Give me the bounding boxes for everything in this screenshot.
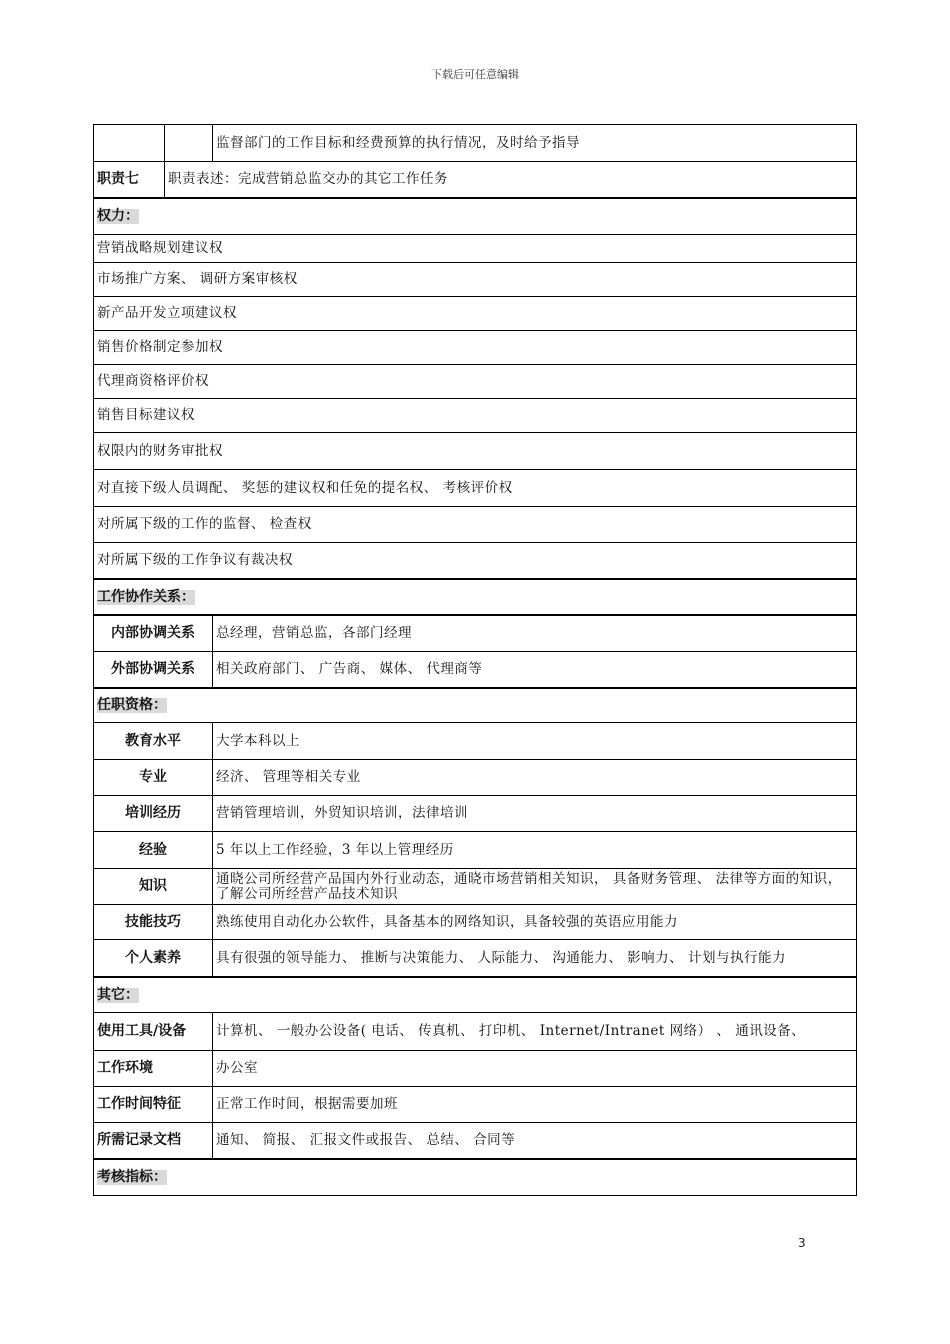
assessment-title: 考核指标： bbox=[97, 1169, 167, 1185]
other-row bbox=[93, 1051, 857, 1087]
qualification-row bbox=[93, 796, 857, 832]
page-header: 下载后可任意编辑 bbox=[431, 68, 519, 81]
other-row bbox=[93, 1087, 857, 1123]
qualification-row bbox=[93, 905, 857, 940]
other-row bbox=[93, 1013, 857, 1051]
relation-label: 外部协调关系 bbox=[94, 652, 213, 687]
power-section-header bbox=[93, 199, 857, 235]
duty-seven-row bbox=[93, 162, 857, 199]
qualification-label: 培训经历 bbox=[94, 796, 213, 831]
duty-seven-label: 职责七 bbox=[94, 162, 165, 197]
qualification-value: 熟练使用自动化办公软件，具备基本的网络知识，具备较强的英语应用能力 bbox=[216, 913, 678, 930]
other-value: 办公室 bbox=[216, 1060, 258, 1076]
power-item: 市场推广方案、 调研方案审核权 bbox=[93, 263, 857, 297]
relation-value: 相关政府部门、 广告商、 媒体、 代理商等 bbox=[216, 661, 483, 677]
qualification-label: 教育水平 bbox=[94, 723, 213, 759]
power-title: 权力： bbox=[97, 208, 139, 224]
duty-continuation-row bbox=[93, 124, 857, 162]
other-row bbox=[93, 1123, 857, 1160]
other-value: 正常工作时间，根据需要加班 bbox=[216, 1096, 398, 1112]
qualifications-title: 任职资格： bbox=[97, 697, 167, 713]
qualification-row bbox=[93, 723, 857, 760]
qualification-label: 专业 bbox=[94, 760, 213, 795]
duty-seven-text: 职责表述：完成营销总监交办的其它工作任务 bbox=[168, 171, 448, 187]
qualification-value: 通晓公司所经营产品国内外行业动态，通晓市场营销相关知识， 具备财务管理、 法律等方面的知识，了解公司所经营产品技术知识 bbox=[216, 870, 842, 902]
assessment-section-header bbox=[93, 1160, 857, 1196]
qualification-value: 经济、 管理等相关专业 bbox=[216, 769, 361, 785]
power-item: 新产品开发立项建议权 bbox=[93, 297, 857, 331]
power-item: 对所属下级的工作的监督、 检查权 bbox=[93, 507, 857, 543]
relations-section-header bbox=[93, 580, 857, 616]
duty-continuation-text: 监督部门的工作目标和经费预算的执行情况，及时给予指导 bbox=[216, 134, 580, 151]
relations-title: 工作协作关系： bbox=[97, 588, 195, 605]
qualification-row bbox=[93, 832, 857, 869]
qualification-row bbox=[93, 760, 857, 796]
power-item: 营销战略规划建议权 bbox=[93, 235, 857, 263]
other-value: 通知、 简报、 汇报文件或报告、 总结、 合同等 bbox=[216, 1132, 516, 1148]
power-item: 权限内的财务审批权 bbox=[93, 433, 857, 470]
qualification-value: 大学本科以上 bbox=[216, 732, 300, 749]
other-title: 其它： bbox=[97, 986, 139, 1003]
qualification-row bbox=[93, 940, 857, 978]
relation-row bbox=[93, 616, 857, 652]
relation-value: 总经理，营销总监，各部门经理 bbox=[216, 625, 412, 641]
qualification-value: 5 年以上工作经验，3 年以上管理经历 bbox=[216, 841, 454, 858]
other-label: 工作时间特征 bbox=[94, 1087, 213, 1122]
job-description-table bbox=[93, 124, 857, 1196]
qualifications-section-header bbox=[93, 689, 857, 723]
power-item: 对所属下级的工作争议有裁决权 bbox=[93, 543, 857, 580]
qualification-value: 营销管理培训，外贸知识培训，法律培训 bbox=[216, 805, 468, 821]
qualification-label: 技能技巧 bbox=[94, 905, 213, 939]
other-label: 所需记录文档 bbox=[94, 1123, 213, 1158]
qualification-label: 知识 bbox=[94, 869, 213, 904]
qualification-row bbox=[93, 869, 857, 905]
relation-label: 内部协调关系 bbox=[94, 616, 213, 651]
power-item: 代理商资格评价权 bbox=[93, 365, 857, 399]
qualification-value: 具有很强的领导能力、 推断与决策能力、 人际能力、 沟通能力、 影响力、 计划与执行能力 bbox=[216, 949, 786, 966]
qualification-label: 经验 bbox=[94, 832, 213, 868]
page-number: 3 bbox=[798, 1236, 806, 1250]
qualification-label: 个人素养 bbox=[94, 940, 213, 976]
power-item: 销售价格制定参加权 bbox=[93, 331, 857, 365]
other-section-header bbox=[93, 978, 857, 1013]
other-label: 使用工具/设备 bbox=[94, 1013, 213, 1050]
other-value: 计算机、 一般办公设备( 电话、 传真机、 打印机、 Internet/Intranet 网络） 、 通讯设备、 bbox=[216, 1023, 806, 1039]
power-item: 对直接下级人员调配、 奖惩的建议权和任免的提名权、 考核评价权 bbox=[93, 470, 857, 507]
relation-row bbox=[93, 652, 857, 689]
power-item: 销售目标建议权 bbox=[93, 399, 857, 433]
other-label: 工作环境 bbox=[94, 1051, 213, 1086]
